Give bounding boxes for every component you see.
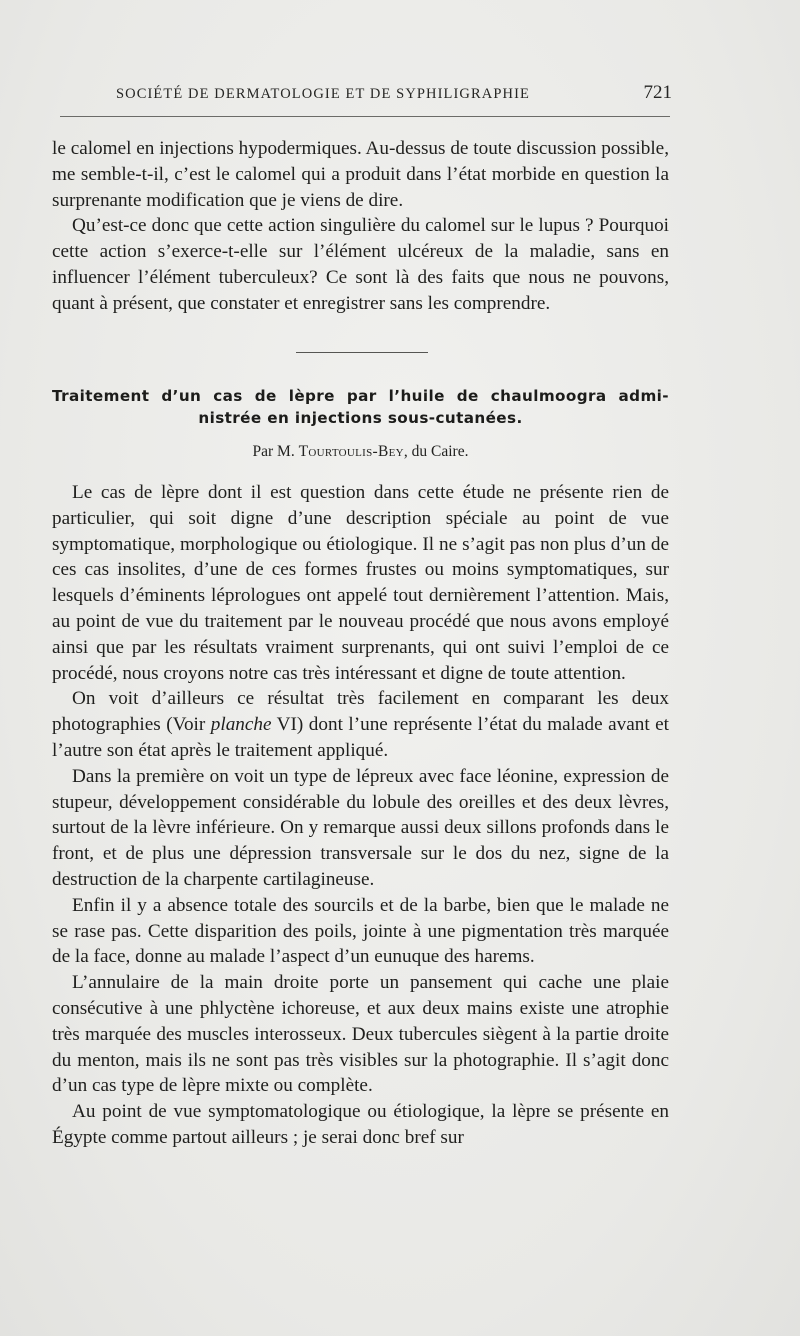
paragraph-text: On voit d’ailleurs ce résultat très facilement en comparant les deux photographies (Voir [52,688,669,736]
paragraph: Qu’est-ce donc que cette action singulière du calomel sur le lupus ? Pourquoi cette action s’exerce-t-elle sur l’élément ulcéreux de la maladie, sans en influencer l’élément tuberculeux? Ce sont là des faits que nous ne pouvons, quant à présent, que constater et enregistrer sans les comprendre. [52,215,669,314]
article-title-line-1: Traitement d’un cas de lèpre par l’huile de chaulmoogra admi- [52,387,669,405]
paragraph: Dans la première on voit un type de lépreux avec face léonine, expression de stupeur, développement considérable du lobule des oreilles et des deux lèvres, surtout de la lèvre inférieure. On y remarque aussi deux sillons profonds dans le front, et de plus une dépression transversale sur le dos du nez, signe de la destruction de la charpente cartilagineuse. [52,765,669,890]
byline [52,443,669,461]
paragraph-text: VI) dont l’une représente l’état du malade avant et l’autre son état après le traitement appliqué. [52,714,669,761]
article-title [52,385,669,429]
byline-prefix: Par M. [252,443,295,460]
previous-article-text [52,136,669,317]
header-rule [60,116,670,117]
paragraph: L’annulaire de la main droite porte un pansement qui cache une plaie consécutive à une phlyctène ichoreuse, et aux deux mains existe une atrophie très marquée des muscles interosseux. Deux tubercules siègent à la partie droite du menton, mais ils ne sont pas très visibles sur la photographie. Il s’agit donc d’un cas type de lèpre mixte ou complète. [52,972,669,1097]
paragraph: le calomel en injections hypodermiques. Au-dessus de toute discussion possible, me semble-t-il, c’est le calomel qui a produit dans l’état morbide en question la surprenante modification que je viens de dire. [52,138,669,211]
article-body [52,480,669,1151]
byline-author: Tourtoulis-Bey [298,443,404,460]
paragraph: Le cas de lèpre dont il est question dans cette étude ne présente rien de particulier, qui soit digne d’une description spéciale au point de vue symptomatique, morphologique ou étiologique. Il ne s’agit pas non plus d’un de ces cas insolites, d’une de ces formes frustes ou moins symptomatiques, sur lesquels d’éminents léprologues ont appelé tout dernièrement l’attention. Mais, au point de vue du traitement par le nouveau procédé que nous avons employé ainsi que par les résultats vraiment surprenants, qui ont suivi l’emploi de ce procédé, nous croyons notre cas très intéressant et digne de toute attention. [52,482,669,684]
section-separator [296,352,428,353]
article-title-line-2: nistrée en injections sous-cutanées. [198,409,523,427]
paragraph: Au point de vue symptomatologique ou étiologique, la lèpre se présente en Égypte comme partout ailleurs ; je serai donc bref sur [52,1101,669,1148]
paragraph: Enfin il y a absence totale des sourcils et de la barbe, bien que le malade ne se rase pas. Cette disparition des poils, jointe à une pigmentation très marquée de la face, donne au malade l’aspect d’un eunuque des harems. [52,894,669,968]
paragraph [52,686,669,763]
running-title: SOCIÉTÉ DE DERMATOLOGIE ET DE SYPHILIGRAPHIE [116,86,530,102]
page-number: 721 [643,82,672,103]
byline-suffix: , du Caire. [403,443,469,460]
italic-term: planche [210,714,272,736]
